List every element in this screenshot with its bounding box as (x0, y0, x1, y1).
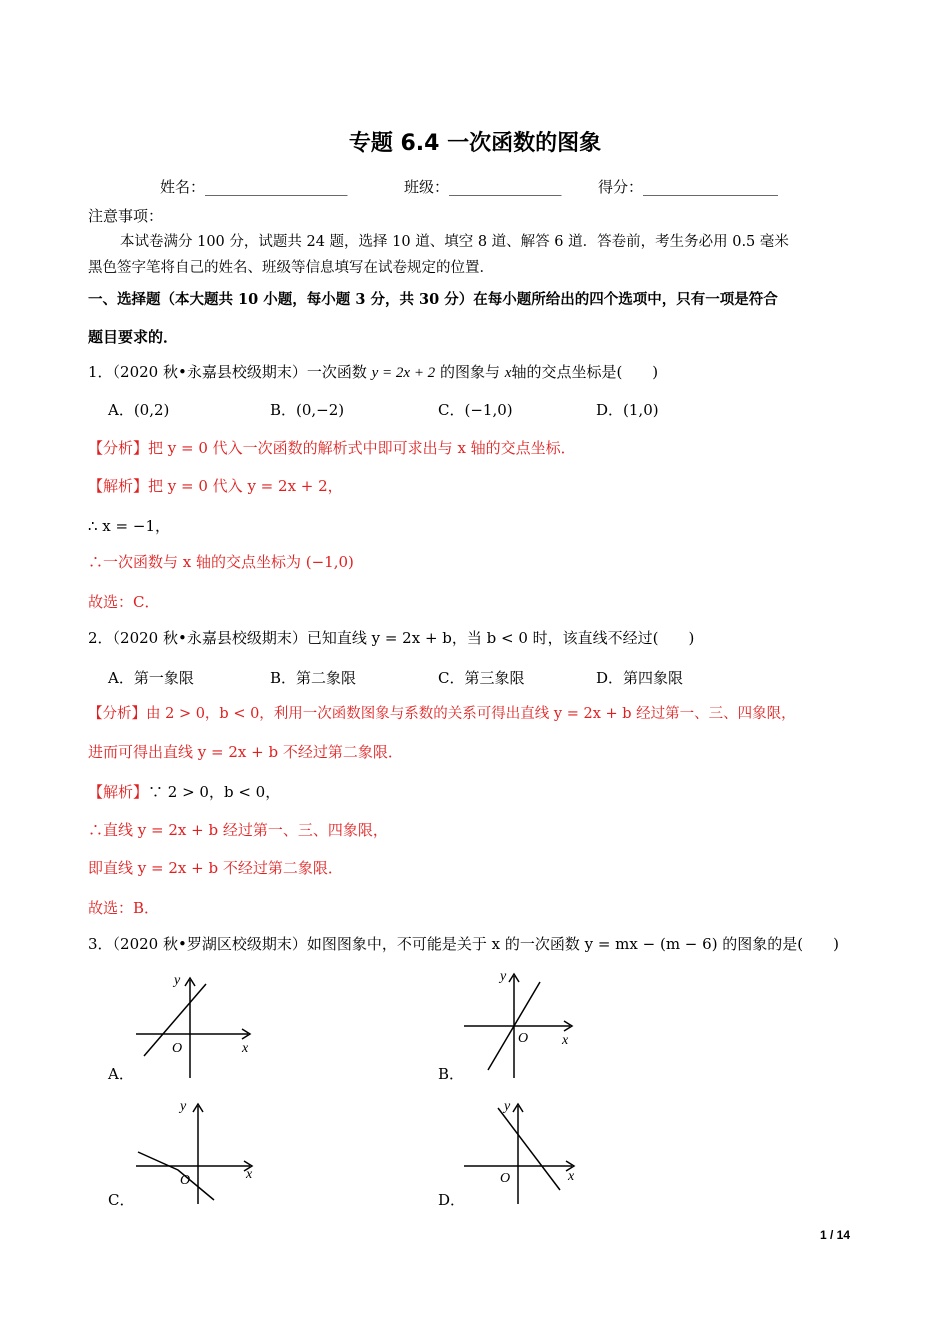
x-axis-label: x (242, 1041, 249, 1056)
q1-stem-suffix: 轴的交点坐标是( ) (511, 363, 659, 381)
q3-option-a[interactable]: A． (108, 1065, 134, 1083)
function-line (138, 1152, 214, 1200)
y-axis-label: y (174, 973, 181, 988)
x-axis-label: x (246, 1167, 253, 1182)
x-axis-label: x (562, 1033, 569, 1048)
q1-option-a[interactable]: A．(0,2) (108, 401, 170, 419)
section-heading-line-2: 题目要求的． (88, 328, 179, 346)
q2-solution-tag: 【解析】 (88, 783, 149, 801)
x-axis-label: x (568, 1169, 575, 1184)
origin-label: O (500, 1171, 511, 1186)
y-axis-label: y (504, 1099, 511, 1114)
class-label: 班级： (404, 178, 450, 196)
y-axis-label: y (500, 969, 507, 984)
q3-option-b[interactable]: B． (438, 1065, 465, 1083)
q2-option-c[interactable]: C．第三象限 (438, 669, 525, 687)
q1-solution (88, 476, 343, 496)
score-field[interactable] (598, 176, 778, 197)
q2-step-2: 即直线 y = 2x + b 不经过第二象限． (88, 859, 343, 877)
score-blank: __________________ (643, 178, 779, 196)
q1-analysis (88, 438, 576, 458)
notice-line-1: 本试卷满分 100 分，试题共 24 题，选择 10 道、填空 8 道、解答 6 道．答卷前，考生务必用 0.5 毫米 (120, 234, 789, 250)
q1-stem-prefix: 1．（2020 秋•永嘉县校级期末）一次函数 (88, 363, 367, 381)
page-title: 专题 6.4 一次函数的图象 (348, 131, 602, 156)
q1-stem-expr: y = 2x + 2 (371, 365, 436, 381)
name-blank: ___________________ (205, 178, 348, 196)
q3-graph-a (130, 966, 260, 1080)
q2-option-d[interactable]: D．第四象限 (596, 669, 684, 687)
page-number: 1 / 14 (820, 1228, 851, 1242)
name-label: 姓名： (160, 178, 206, 196)
name-field[interactable] (160, 176, 348, 197)
q1-analysis-text: 把 y = 0 代入一次函数的解析式中即可求出与 x 轴的交点坐标． (148, 439, 576, 457)
notice-line-2: 黑色签字笔将自己的姓名、班级等信息填写在试卷规定的位置． (88, 260, 494, 276)
q1-option-b[interactable]: B．(0,−2) (270, 401, 345, 419)
q1-option-d[interactable]: D．(1,0) (596, 401, 659, 419)
q2-step-1: ∴直线 y = 2x + b 经过第一、三、四象限， (88, 821, 388, 839)
q3-option-c[interactable]: C． (108, 1191, 135, 1209)
q1-stem (88, 362, 658, 383)
q1-stem-var: x (504, 365, 512, 381)
origin-label: O (180, 1173, 191, 1188)
q3-graph-b (460, 966, 590, 1080)
q3-graph-c (130, 1094, 260, 1206)
q1-analysis-tag: 【分析】 (88, 439, 149, 457)
q3-graph-d (460, 1094, 590, 1206)
y-axis-label: y (180, 1099, 187, 1114)
q2-option-b[interactable]: B．第二象限 (270, 669, 357, 687)
q1-option-c[interactable]: C．(−1,0) (438, 401, 513, 419)
q1-step-1: ∴ x = −1， (88, 517, 170, 535)
notice-heading: 注意事项： (88, 207, 164, 225)
q1-solution-tag: 【解析】 (88, 477, 149, 495)
q1-answer: 故选：C． (88, 593, 160, 611)
q2-analysis-line-1: 由 2 > 0，b < 0，利用一次函数图象与系数的关系可得出直线 y = 2x + b 经过第一、三、四象限， (146, 706, 796, 722)
q2-analysis-tag: 【分析】 (88, 706, 146, 722)
class-field[interactable] (404, 176, 562, 197)
q2-solution (88, 782, 280, 802)
class-blank: _______________ (449, 178, 562, 196)
q2-analysis (88, 704, 796, 724)
q2-analysis-line-2: 进而可得出直线 y = 2x + b 不经过第二象限． (88, 743, 403, 761)
q3-stem: 3．（2020 秋•罗湖区校级期末）如图图象中，不可能是关于 x 的一次函数 y = mx − (m − 6) 的图象的是( ) (88, 935, 840, 953)
q2-option-a[interactable]: A．第一象限 (108, 669, 194, 687)
q1-solution-text: 把 y = 0 代入 y = 2x + 2， (148, 477, 343, 495)
origin-label: O (518, 1031, 529, 1046)
score-label: 得分： (598, 178, 644, 196)
q2-solution-text: ∵ 2 > 0，b < 0， (148, 783, 281, 801)
q1-step-2: ∴一次函数与 x 轴的交点坐标为 (−1,0) (88, 553, 354, 571)
q2-answer: 故选：B． (88, 899, 160, 917)
section-heading-line-1: 一、选择题（本大题共 10 小题，每小题 3 分，共 30 分）在每小题所给出的四个选项中，只有一项是符合 (88, 291, 778, 308)
origin-label: O (172, 1041, 183, 1056)
q3-option-d[interactable]: D． (438, 1191, 466, 1209)
q1-stem-mid: 的图象与 (439, 363, 500, 381)
q2-stem: 2．（2020 秋•永嘉县校级期末）已知直线 y = 2x + b，当 b < 0 时，该直线不经过( ) (88, 629, 695, 647)
